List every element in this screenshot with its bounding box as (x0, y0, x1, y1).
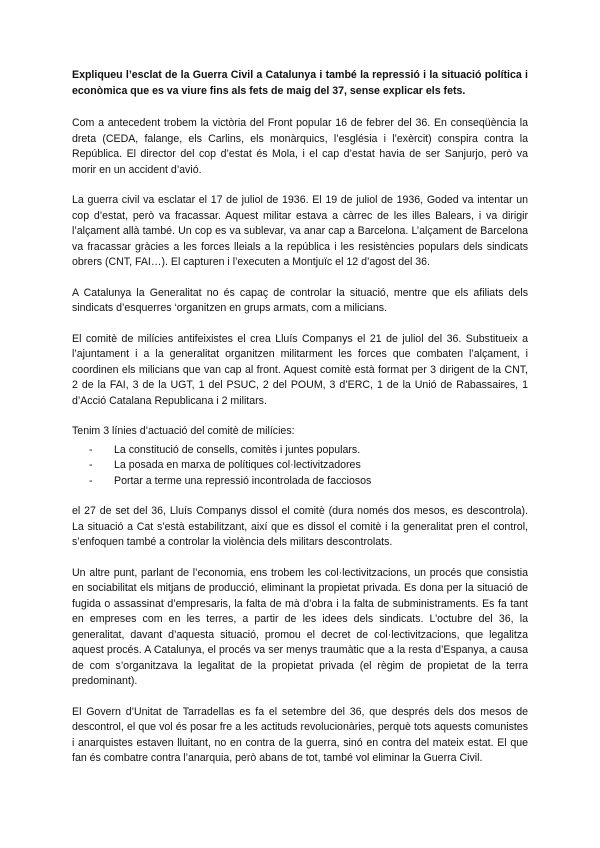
document-title: Expliqueu l’esclat de la Guerra Civil a Catalunya i també la repressió i la situació política i econòmica que es va viure fins als fets de maig del 37, sense explicar els fets. (72, 69, 528, 97)
list-item (89, 458, 528, 474)
list-marker: - (89, 443, 93, 456)
list-item-text: La posada en marxa de polítiques col·lectivitzadores (114, 459, 361, 471)
list-marker: - (89, 474, 93, 487)
action-lines-list (72, 443, 528, 490)
list-marker: - (89, 459, 93, 471)
list-item-text: La constitució de consells, comitès i juntes populars. (114, 443, 361, 456)
paragraph-outbreak: La guerra civil va esclatar el 17 de juliol de 1936. El 19 de juliol de 1936, Goded va intentar un cop d’estat, però va fracassar. Aquest militar estava a càrrec de les illes Balears, i va dirigir l’alçament allà també. Un cop es va sublevar, va anar cap a Barcelona. L’alçament de Barcelona va fracassar gràcies a les forces lleials a la república i les resistències populars dels sindicats obrers (CNT, FAI…). El capturen i l’executen a Montjuïc el 12 d’agost del 36. (72, 194, 528, 268)
paragraph-antecedents: Com a antecedent trobem la victòria del Front popular 16 de febrer del 36. En conseqüència la dreta (CEDA, falange, els Carlins, els monàrquics, l’església i l’exèrcit) conspira contra la República. El director del cop d’estat és Mola, i el cap d’estat havia de ser Sanjurjo, però va morir en un accident d’avió. (72, 117, 528, 176)
list-item (89, 443, 528, 459)
paragraph-committee-dissolved: el 27 de set del 36, Lluís Companys dissol el comitè (dura només dos mesos, es descontrola). La situació a Cat s’està estabilitzant, així que es dissol el comitè i la generalitat pren el control, s’enfoquen també a controlar la violència dels militars descontrolats. (72, 505, 528, 548)
paragraph-collectivizations: Un altre punt, parlant de l’economia, ens trobem les col·lectivitzacions, un procés que consistia en sociabilitat els mitjans de producció, eliminant la propietat privada. Es dona per la situació de fugida o assassinat d’empresaris, la falta de mà d’obra i la falta de subministraments. Es fa tant en empreses com en les terres, a partir de les idees dels sindicats. L’octubre del 36, la generalitat, davant d’aquesta situació, promou el decret de col·lectivitzacions, que legalitza aquest procés. A Catalunya, el procés va ser menys traumàtic que a la resta d’Espanya, a causa de com s’organitzava la legalitat de la propietat privada (el règim de propietat de la terra predominant). (72, 566, 528, 687)
paragraph-generalitat: A Catalunya la Generalitat no és capaç de controlar la situació, mentre que els afiliats dels sindicats d’esquerres ‘organitzen en grups armats, com a milicians. (72, 286, 528, 314)
list-item (89, 474, 528, 490)
list-item-text: Portar a terme una repressió incontrolada de facciosos (114, 474, 372, 487)
paragraph-militia-committee: El comitè de milícies antifeixistes el crea Lluís Companys el 21 de juliol del 36. Substitueix a l’ajuntament i a la generalitat organitzen militarment les forces que combaten l’alçament, i coordinen els milicians que van cap al front. Aquest comitè està format per 3 dirigent de la CNT, 2 de la FAI, 3 de la UGT, 1 del PSUC, 2 del POUM, 3 d’ERC, 1 de la Unió de Rabassaires, 1 d’Acció Catalana Republicana i 2 militars. (72, 332, 528, 407)
paragraph-tarradellas-government: El Govern d’Unitat de Tarradellas es fa el setembre del 36, que després dels dos mesos de descontrol, el que vol és posar fre a les actituds revolucionàries, perquè tots aquests comunistes i anarquistes estaven lluitant, no en contra de la guerra, sinó en contra del mateix estat. El que fan és combatre contra l’anarquia, però abans de tot, també vol eliminar la Guerra Civil. (72, 705, 528, 764)
list-intro: Tenim 3 línies d’actuació del comitè de milícies: (72, 425, 295, 437)
